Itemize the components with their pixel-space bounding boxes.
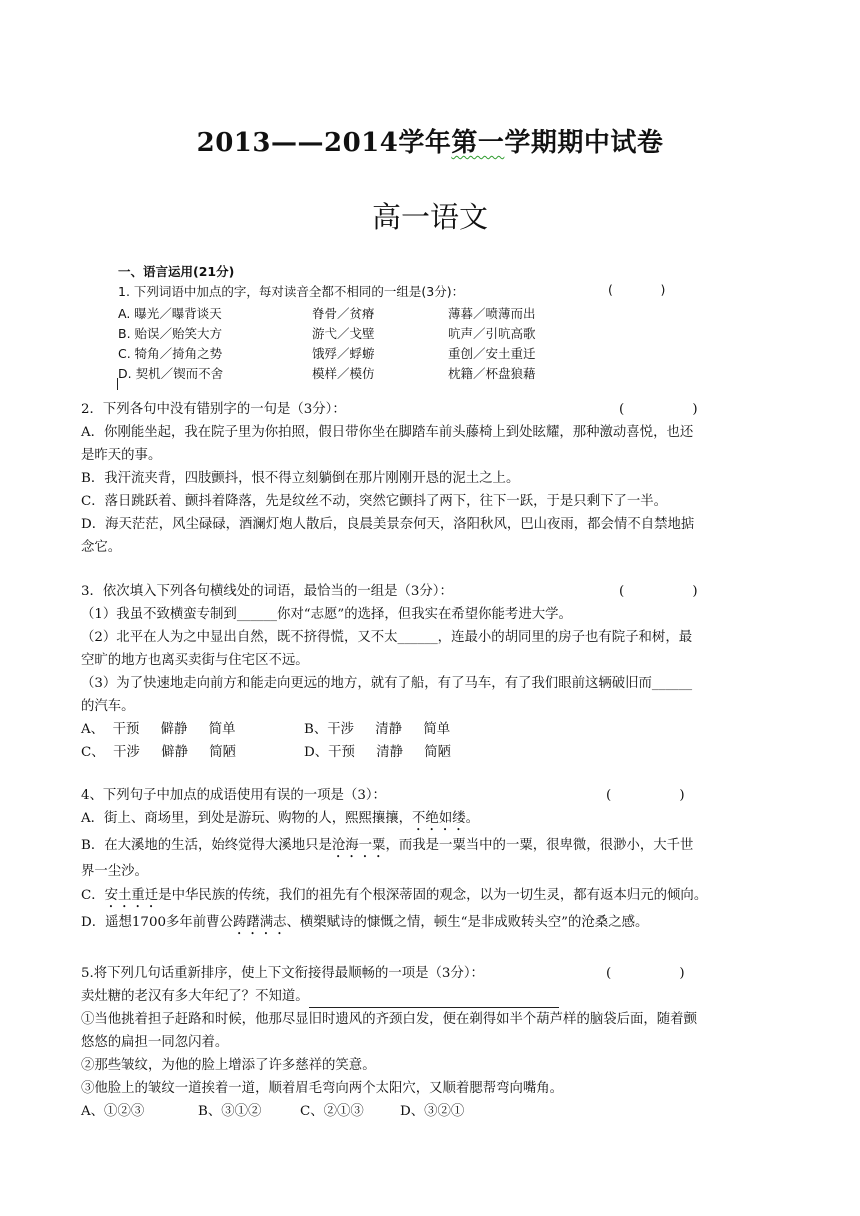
q3-answer-paren: ( )	[619, 584, 698, 599]
title-text-1: 2013——2014学年	[196, 128, 452, 158]
q2-option-b: B．我汗流夹背，四肢颤抖，恨不得立刻躺倒在那片刚刚开恳的泥土之上。	[81, 471, 520, 486]
q5-lead	[81, 985, 781, 1008]
q1-b-col3: 吭声／引吭高歌	[448, 326, 536, 341]
q4-option-b-line2: 界一尘沙。	[81, 864, 148, 879]
q3-sentence-2-line1: （2）北平在人为之中显出自然，既不挤得慌，又不太______，连最小的胡同里的房子也有院子和树，最	[81, 630, 693, 645]
q5-option-b: B、③①②	[198, 1104, 262, 1119]
q3-sentence-3-line2: 的汽车。	[81, 699, 135, 714]
q2-stem-text: 2．下列各句中没有错别字的一句是（3分）：	[81, 402, 346, 417]
q3-option-a: A、 干预 僻静 简单	[81, 722, 236, 737]
q5-sentence-2: ②那些皱纹，为他的脸上增添了许多慈祥的笑意。	[81, 1058, 376, 1073]
q4-stem	[81, 784, 781, 807]
q1-c-col1: C. 犄角／掎角之势	[118, 346, 223, 361]
q5-sentence-1-line1: ①当他挑着担子赶路和时候，他那尽显旧时遗风的齐颈白发，便在剃得如半个葫芦样的脑袋后面，随着颤	[81, 1012, 697, 1027]
q4-option-b-line1	[81, 834, 781, 861]
q3-stem	[81, 580, 781, 603]
q4-a-text: A．街上、商场里，到处是游玩、购物的人，熙熙攘攘，	[81, 811, 413, 826]
q3-option-c: C、 干涉 僻静 简陋	[81, 745, 237, 760]
q4-d-text-2: 、横槊赋诗的慷慨之情，顿生“是非成败转头空”的沧桑之感。	[286, 915, 649, 930]
q1-a-col1: A. 曝光／曝背谈天	[118, 306, 222, 321]
q3-sentence-1: （1）我虽不致横蛮专制到______你对“志愿”的选择，但我实在希望你能考进大学。	[81, 607, 572, 622]
q1-stem-text: 1. 下列词语中加点的字，每对读音全都不相同的一组是(3分)：	[118, 284, 465, 299]
q2-option-d-line2: 念它。	[81, 540, 122, 555]
q2-option-a-line2: 是昨天的事。	[81, 448, 162, 463]
q5-option-c: C、②①③	[300, 1104, 364, 1119]
q4-b-text: B．在大溪地的生活，始终觉得大溪地只是	[81, 838, 332, 853]
q5-lead-text: 卖灶糖的老汉有多大年纪了？不知道。	[81, 989, 309, 1004]
q1-a-col3: 薄暮／喷薄而出	[448, 306, 536, 321]
q5-stem	[81, 962, 781, 985]
q4-b-idiom: 沧海一粟	[331, 838, 386, 853]
q3-option-b: B、干涉 清静 简单	[304, 722, 451, 737]
page-title	[0, 122, 860, 159]
title-text-2: 学期期中试卷	[504, 128, 664, 158]
q4-a-end: 。	[465, 811, 479, 826]
q4-d-text: D．遥想1700多年前曹公	[81, 915, 233, 930]
q4-c-label: C．	[81, 888, 105, 903]
q1-b-col1: B. 贻误／贻笑大方	[118, 326, 223, 341]
q1-answer-paren: ( )	[608, 282, 666, 297]
q2-option-c: C．落日跳跃着、颤抖着降落，先是纹丝不动，突然它颤抖了两下，往下一跃，于是只剩下了一半。	[81, 494, 668, 509]
q5-option-a: A、①②③	[81, 1104, 145, 1119]
q2-option-a-line1: A．你刚能坐起，我在院子里为你拍照，假日带你坐在脚踏车前头藤椅上到处眩耀，那种激动喜悦，也还	[81, 425, 694, 440]
q4-b-text-2: ，而我是一粟当中的一粟，很卑微，很渺小，大千世	[385, 838, 694, 853]
q3-option-d: D、干预 清静 简陋	[304, 745, 452, 760]
q3-stem-text: 3．依次填入下列各句横线处的词语，最恰当的一组是（3分）：	[81, 584, 453, 599]
q1-a-col2: 脊骨／贫瘠	[312, 306, 375, 321]
q4-a-idiom: 不绝如缕	[412, 811, 466, 826]
q5-answer-blank[interactable]	[309, 993, 559, 1008]
q4-option-d	[81, 911, 781, 938]
q4-answer-paren: ( )	[606, 788, 685, 803]
q3-sentence-2-line2: 空旷的地方也离买卖街与住宅区不远。	[81, 653, 309, 668]
q1-b-col2: 游弋／戈壁	[312, 326, 375, 341]
q5-answer-paren: ( )	[606, 966, 685, 981]
text-cursor[interactable]	[117, 378, 118, 390]
q4-d-idiom: 踌躇满志	[232, 915, 287, 930]
page-subtitle: 高一语文	[371, 200, 488, 234]
q1-c-col3: 重创／安土重迁	[448, 346, 536, 361]
q5-sentence-3: ③他脸上的皱纹一道挨着一道，顺着眉毛弯向两个太阳穴，又顺着腮帮弯向嘴角。	[81, 1081, 564, 1096]
q4-option-c	[81, 884, 781, 911]
q2-option-d-line1: D．海天茫茫，风尘碌碌，酒澜灯炮人散后，良晨美景奈何天，洛阳秋风，巴山夜雨，都会情不自禁地掂	[81, 517, 695, 532]
q4-c-idiom: 安土重迁	[104, 888, 159, 903]
q2-answer-paren: ( )	[619, 402, 698, 417]
q1-d-col2: 模样／模仿	[312, 366, 375, 381]
q4-c-text: 是中华民族的传统，我们的祖先有个根深蒂固的观念，以为一切生灵，都有返本归元的倾向。	[158, 888, 708, 903]
q1-c-col2: 饿殍／蜉蝣	[312, 346, 375, 361]
q3-sentence-3-line1: （3）为了快速地走向前方和能走向更远的地方，就有了船，有了马车，有了我们眼前这辆破旧而______	[81, 676, 693, 691]
q4-option-a	[81, 807, 781, 834]
q1-d-col1: D. 契机／锲而不舍	[118, 366, 224, 381]
q5-stem-text: 5.将下列几句话重新排序，使上下文衔接得最顺畅的一项是（3分）：	[81, 966, 484, 981]
title-spellcheck-word: 第一	[451, 128, 505, 158]
q1-d-col3: 枕籍／杯盘狼藉	[448, 366, 536, 381]
q5-sentence-1-line2: 悠悠的扁担一同忽闪着。	[81, 1035, 229, 1050]
q5-option-d: D、③②①	[400, 1104, 465, 1119]
section-heading: 一、语言运用(21分)	[118, 264, 235, 279]
q4-stem-text: 4、下列句子中加点的成语使用有误的一项是（3）：	[81, 788, 386, 803]
q2-stem	[81, 398, 781, 421]
